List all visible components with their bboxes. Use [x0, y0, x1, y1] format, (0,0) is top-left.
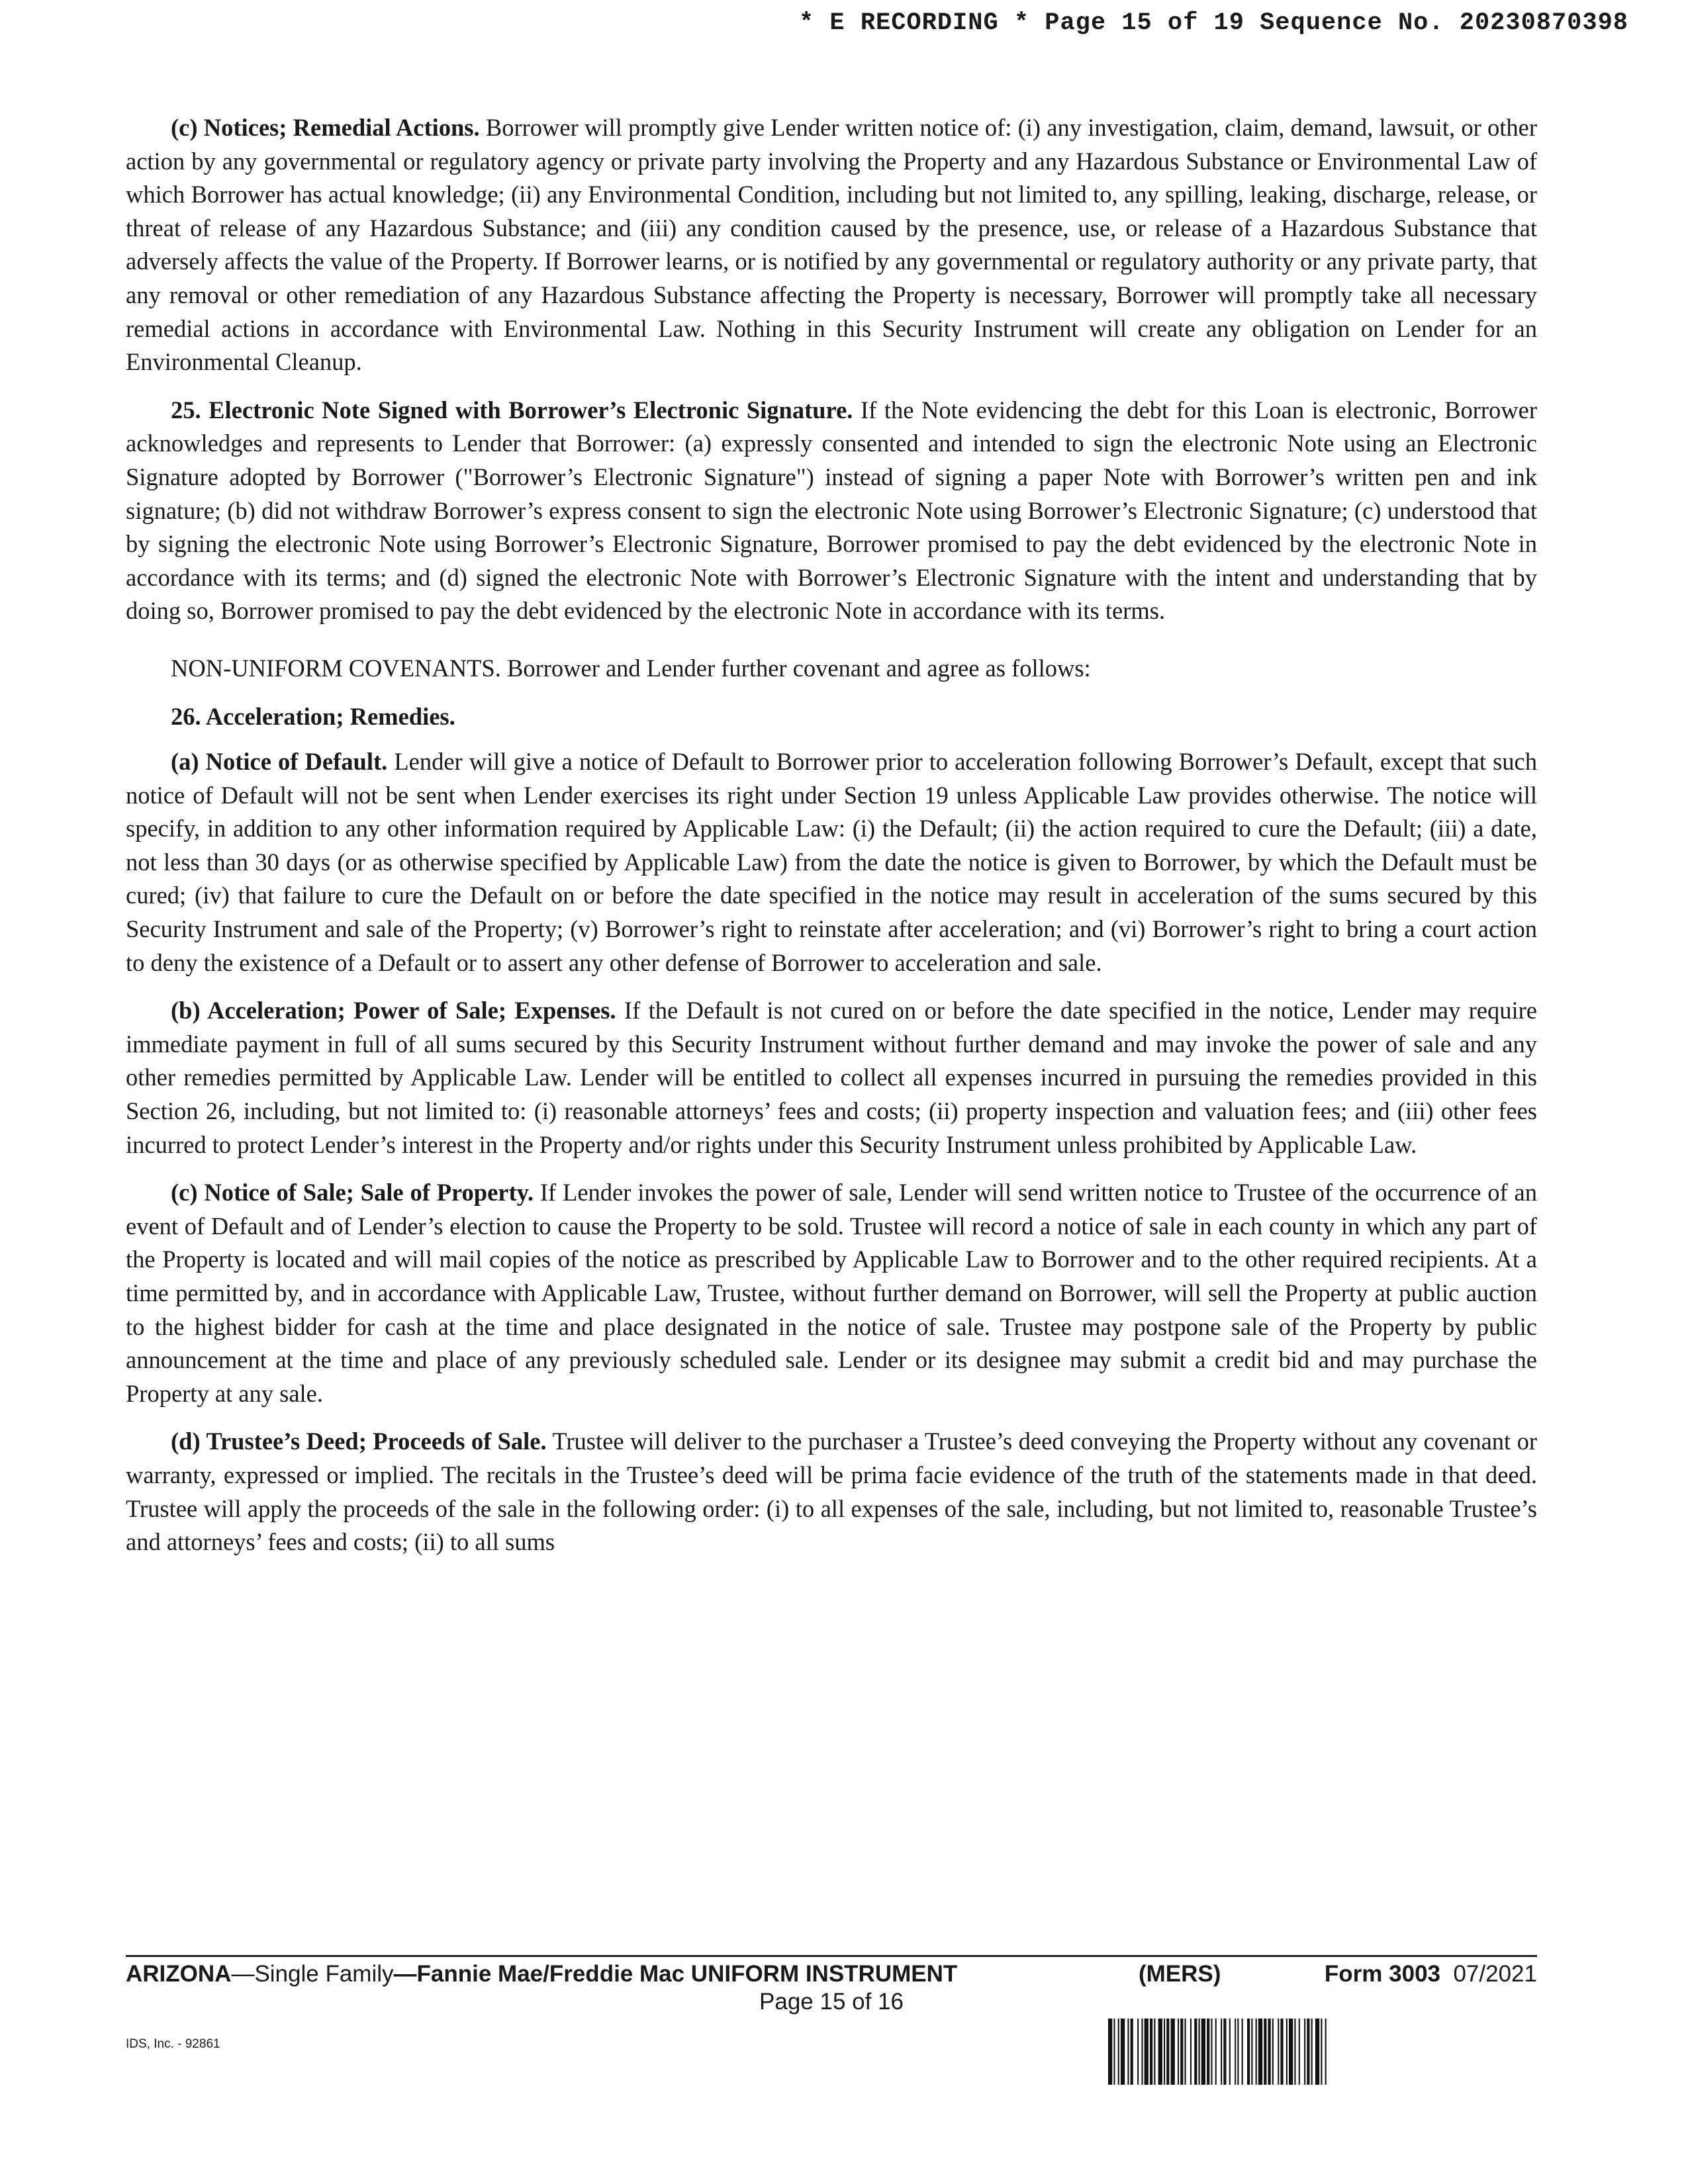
barcode-bar [1251, 2019, 1252, 2085]
barcode-bar [1307, 2019, 1309, 2085]
ids-label: IDS, Inc. - 92861 [126, 2037, 220, 2051]
barcode-bar [1158, 2019, 1162, 2085]
barcode-bar [1221, 2019, 1222, 2085]
barcode-bar [1294, 2019, 1295, 2085]
paragraph-notice-of-sale [126, 1176, 1537, 1410]
text-notice-of-default: Lender will give a notice of Default to Borrower prior to acceleration following Borrower’s Default, except that such notice of Default will not be sent when Lender exercises its right under Section 19 unless Applicable Law provides otherwise. The notice will specify, in addition to any other information required by Applicable Law: (i) the Default; (ii) the action required to cure the Default; (iii) a date, not less than 30 days (or as otherwise specified by Applicable Law) from the date the notice is given to Borrower, by which the Default must be cured; (iv) that failure to cure the Default on or before the date specified in the notice may result in acceleration of the sums secured by this Security Instrument and sale of the Property; (v) Borrower’s right to reinstate after acceleration; and (vi) Borrower’s right to bring a court action to deny the existence of a Default or to assert any other defense of Borrower to acceleration and sale. [126, 748, 1537, 976]
heading-acceleration-remedies-text: 26. Acceleration; Remedies. [171, 702, 455, 730]
barcode-bar [1304, 2019, 1305, 2085]
heading-notices-remedial-actions: (c) Notices; Remedial Actions. [171, 114, 480, 141]
barcode-bar [1141, 2019, 1143, 2085]
barcode-bar [1258, 2019, 1262, 2085]
barcode-bar [1131, 2019, 1133, 2085]
footer-form [1325, 1960, 1537, 1988]
barcode-bar [1118, 2019, 1119, 2085]
barcode-bar [1164, 2019, 1165, 2085]
barcode-bar [1145, 2019, 1149, 2085]
text-power-of-sale: If the Default is not cured on or before the date specified in the notice, Lender may require immediate payment in full of all sums secured by this Security Instrument without further demand and may invoke the power of sale and any other remedies permitted by Applicable Law. Lender will be entitled to collect all expenses incurred in pursuing the remedies provided in this Section 26, including, but not limited to: (i) reasonable attorneys’ fees and costs; (ii) property inspection and valuation fees; and (iii) other fees incurred to protect Lender’s interest in the Property and/or rights under this Security Instrument unless prohibited by Applicable Law. [126, 997, 1538, 1158]
barcode-bar [1289, 2019, 1293, 2085]
footer-divider [126, 1955, 1537, 1957]
barcode-bar [1108, 2019, 1112, 2085]
barcode-bar [1211, 2019, 1212, 2085]
barcode-bar [1194, 2019, 1197, 2085]
barcode-bar [1229, 2019, 1231, 2085]
barcode-bar [1286, 2019, 1288, 2085]
barcode-bar [1268, 2019, 1271, 2085]
barcode-bar [1321, 2019, 1322, 2085]
heading-electronic-note: 25. Electronic Note Signed with Borrower’s Electronic Signature. [171, 396, 853, 424]
text-electronic-note: If the Note evidencing the debt for this Loan is electronic, Borrower acknowledges and represents to Lender that Borrower: (a) expressly consented and intended to sign the electronic Note using an Electronic Signature adopted by Borrower ("Borrower’s Electronic Signature") instead of signing a paper Note with Borrower’s written pen and ink signature; (b) did not withdraw Borrower’s express consent to sign the electronic Note using Borrower’s Electronic Signature; (c) understood that by signing the electronic Note using Borrower’s Electronic Signature, Borrower promised to pay the debt evidenced by the electronic Note in accordance with its terms; and (d) signed the electronic Note with Borrower’s Electronic Signature with the intent and understanding that by doing so, Borrower promised to pay the debt evidenced by the electronic Note in accordance with its terms. [126, 396, 1537, 625]
barcode-bar [1325, 2019, 1327, 2085]
paragraph-notice-of-default [126, 745, 1537, 979]
barcode-bar [1127, 2019, 1129, 2085]
barcode-bar [1166, 2019, 1169, 2085]
footer-form-label: Form 3003 [1324, 1961, 1441, 1987]
barcode-bar [1207, 2019, 1209, 2085]
barcode-bar [1278, 2019, 1279, 2085]
barcode-bar [1299, 2019, 1300, 2085]
barcode-bar [1137, 2019, 1139, 2085]
footer-instrument-title [126, 1960, 957, 1988]
barcode-bar [1247, 2019, 1250, 2085]
heading-notice-of-default: (a) Notice of Default. [171, 748, 388, 776]
paragraph-electronic-note [126, 394, 1537, 628]
paragraph-trustees-deed [126, 1425, 1537, 1559]
barcode-bar [1280, 2019, 1283, 2085]
barcode-bar [1256, 2019, 1257, 2085]
barcode-bar [1190, 2019, 1192, 2085]
barcode-bar [1185, 2019, 1186, 2085]
barcode-bar [1199, 2019, 1200, 2085]
paragraph-power-of-sale [126, 994, 1537, 1161]
barcode-bar [1315, 2019, 1319, 2085]
barcode-bar [1113, 2019, 1115, 2085]
heading-notice-of-sale: (c) Notice of Sale; Sale of Property. [171, 1179, 534, 1206]
paragraph-notices-remedial-actions [126, 111, 1537, 379]
footer-dash-2: — [393, 1961, 417, 1987]
text-trustees-deed: Trustee will deliver to the purchaser a Trustee’s deed conveying the Property without any covenant or warranty, expressed or implied. The recitals in the Trustee’s deed will be prima facie evidence of the truth of the statements made in that deed. Trustee will apply the proceeds of the sale in the following order: (i) to all expenses of the sale, including, but not limited to, reasonable Trustee’s and attorneys’ fees and costs; (ii) to all sums [126, 1428, 1537, 1556]
footer-dash-1: — [231, 1961, 255, 1987]
barcode-bar [1215, 2019, 1217, 2085]
barcode [1107, 2019, 1544, 2085]
heading-trustees-deed: (d) Trustee’s Deed; Proceeds of Sale. [171, 1428, 547, 1455]
barcode-bar [1171, 2019, 1175, 2085]
heading-power-of-sale: (b) Acceleration; Power of Sale; Expenses. [171, 997, 616, 1024]
barcode-bar [1272, 2019, 1274, 2085]
barcode-bar [1180, 2019, 1183, 2085]
heading-acceleration-remedies [126, 700, 1537, 734]
barcode-bar [1223, 2019, 1226, 2085]
barcode-bar [1237, 2019, 1239, 2085]
barcode-bar [1311, 2019, 1313, 2085]
document-body [126, 111, 1537, 1574]
footer-mers: (MERS) [1139, 1961, 1221, 1987]
footer-instrument: Fannie Mae/Freddie Mac UNIFORM INSTRUMENT [416, 1961, 958, 1987]
barcode-bar [1264, 2019, 1266, 2085]
text-notices-remedial-actions: Borrower will promptly give Lender written notice of: (i) any investigation, claim, demand, lawsuit, or other action by any governmental or regulatory agency or private party involving the Property and any Hazardous Substance or Environmental Law of which Borrower has actual knowledge; (ii) any Environmental Condition, including but not limited to, any spilling, leaking, discharge, release, or threat of release of any Hazardous Substance; and (iii) any condition caused by the presence, use, or release of a Hazardous Substance that adversely affects the value of the Property. If Borrower learns, or is notified by any governmental or regulatory authority or any private party, that any removal or other remediation of any Hazardous Substance affecting the Property is necessary, Borrower will promptly take all necessary remedial actions in accordance with Environmental Law. Nothing in this Security Instrument will create any obligation on Lender for an Environmental Cleanup. [126, 114, 1537, 376]
footer-page-number: Page 15 of 16 [759, 1989, 904, 2015]
footer-state: ARIZONA [126, 1961, 232, 1987]
barcode-bar [1201, 2019, 1205, 2085]
footer-family: Single Family [254, 1961, 394, 1987]
paragraph-non-uniform-covenants: NON-UNIFORM COVENANTS. Borrower and Lender further covenant and agree as follows: [171, 654, 1091, 682]
text-notice-of-sale: If Lender invokes the power of sale, Lender will send written notice to Trustee of the occurrence of an event of Default and of Lender’s election to cause the Property to be sold. Trustee will record a notice of sale in each county in which any part of the Property is located and will mail copies of the notice as prescribed by Applicable Law to Borrower and to the other required recipients. At a time permitted by, and in accordance with Applicable Law, Trustee, without further demand on Borrower, will sell the Property at public auction to the highest bidder for cash at the time and place designated in the notice of sale. Trustee may postpone sale of the Property by public announcement at the time and place of any previously scheduled sale. Lender or its designee may submit a credit bid and may purchase the Property at any sale. [126, 1179, 1537, 1407]
barcode-bar [1242, 2019, 1243, 2085]
barcode-bar [1178, 2019, 1179, 2085]
barcode-bar [1150, 2019, 1152, 2085]
barcode-bar [1121, 2019, 1125, 2085]
footer-form-date: 07/2021 [1453, 1961, 1537, 1987]
recording-header: * E RECORDING * Page 15 of 19 Sequence No. 20230870398 [799, 9, 1628, 37]
barcode-bar [1235, 2019, 1236, 2085]
barcode-bar [1154, 2019, 1155, 2085]
